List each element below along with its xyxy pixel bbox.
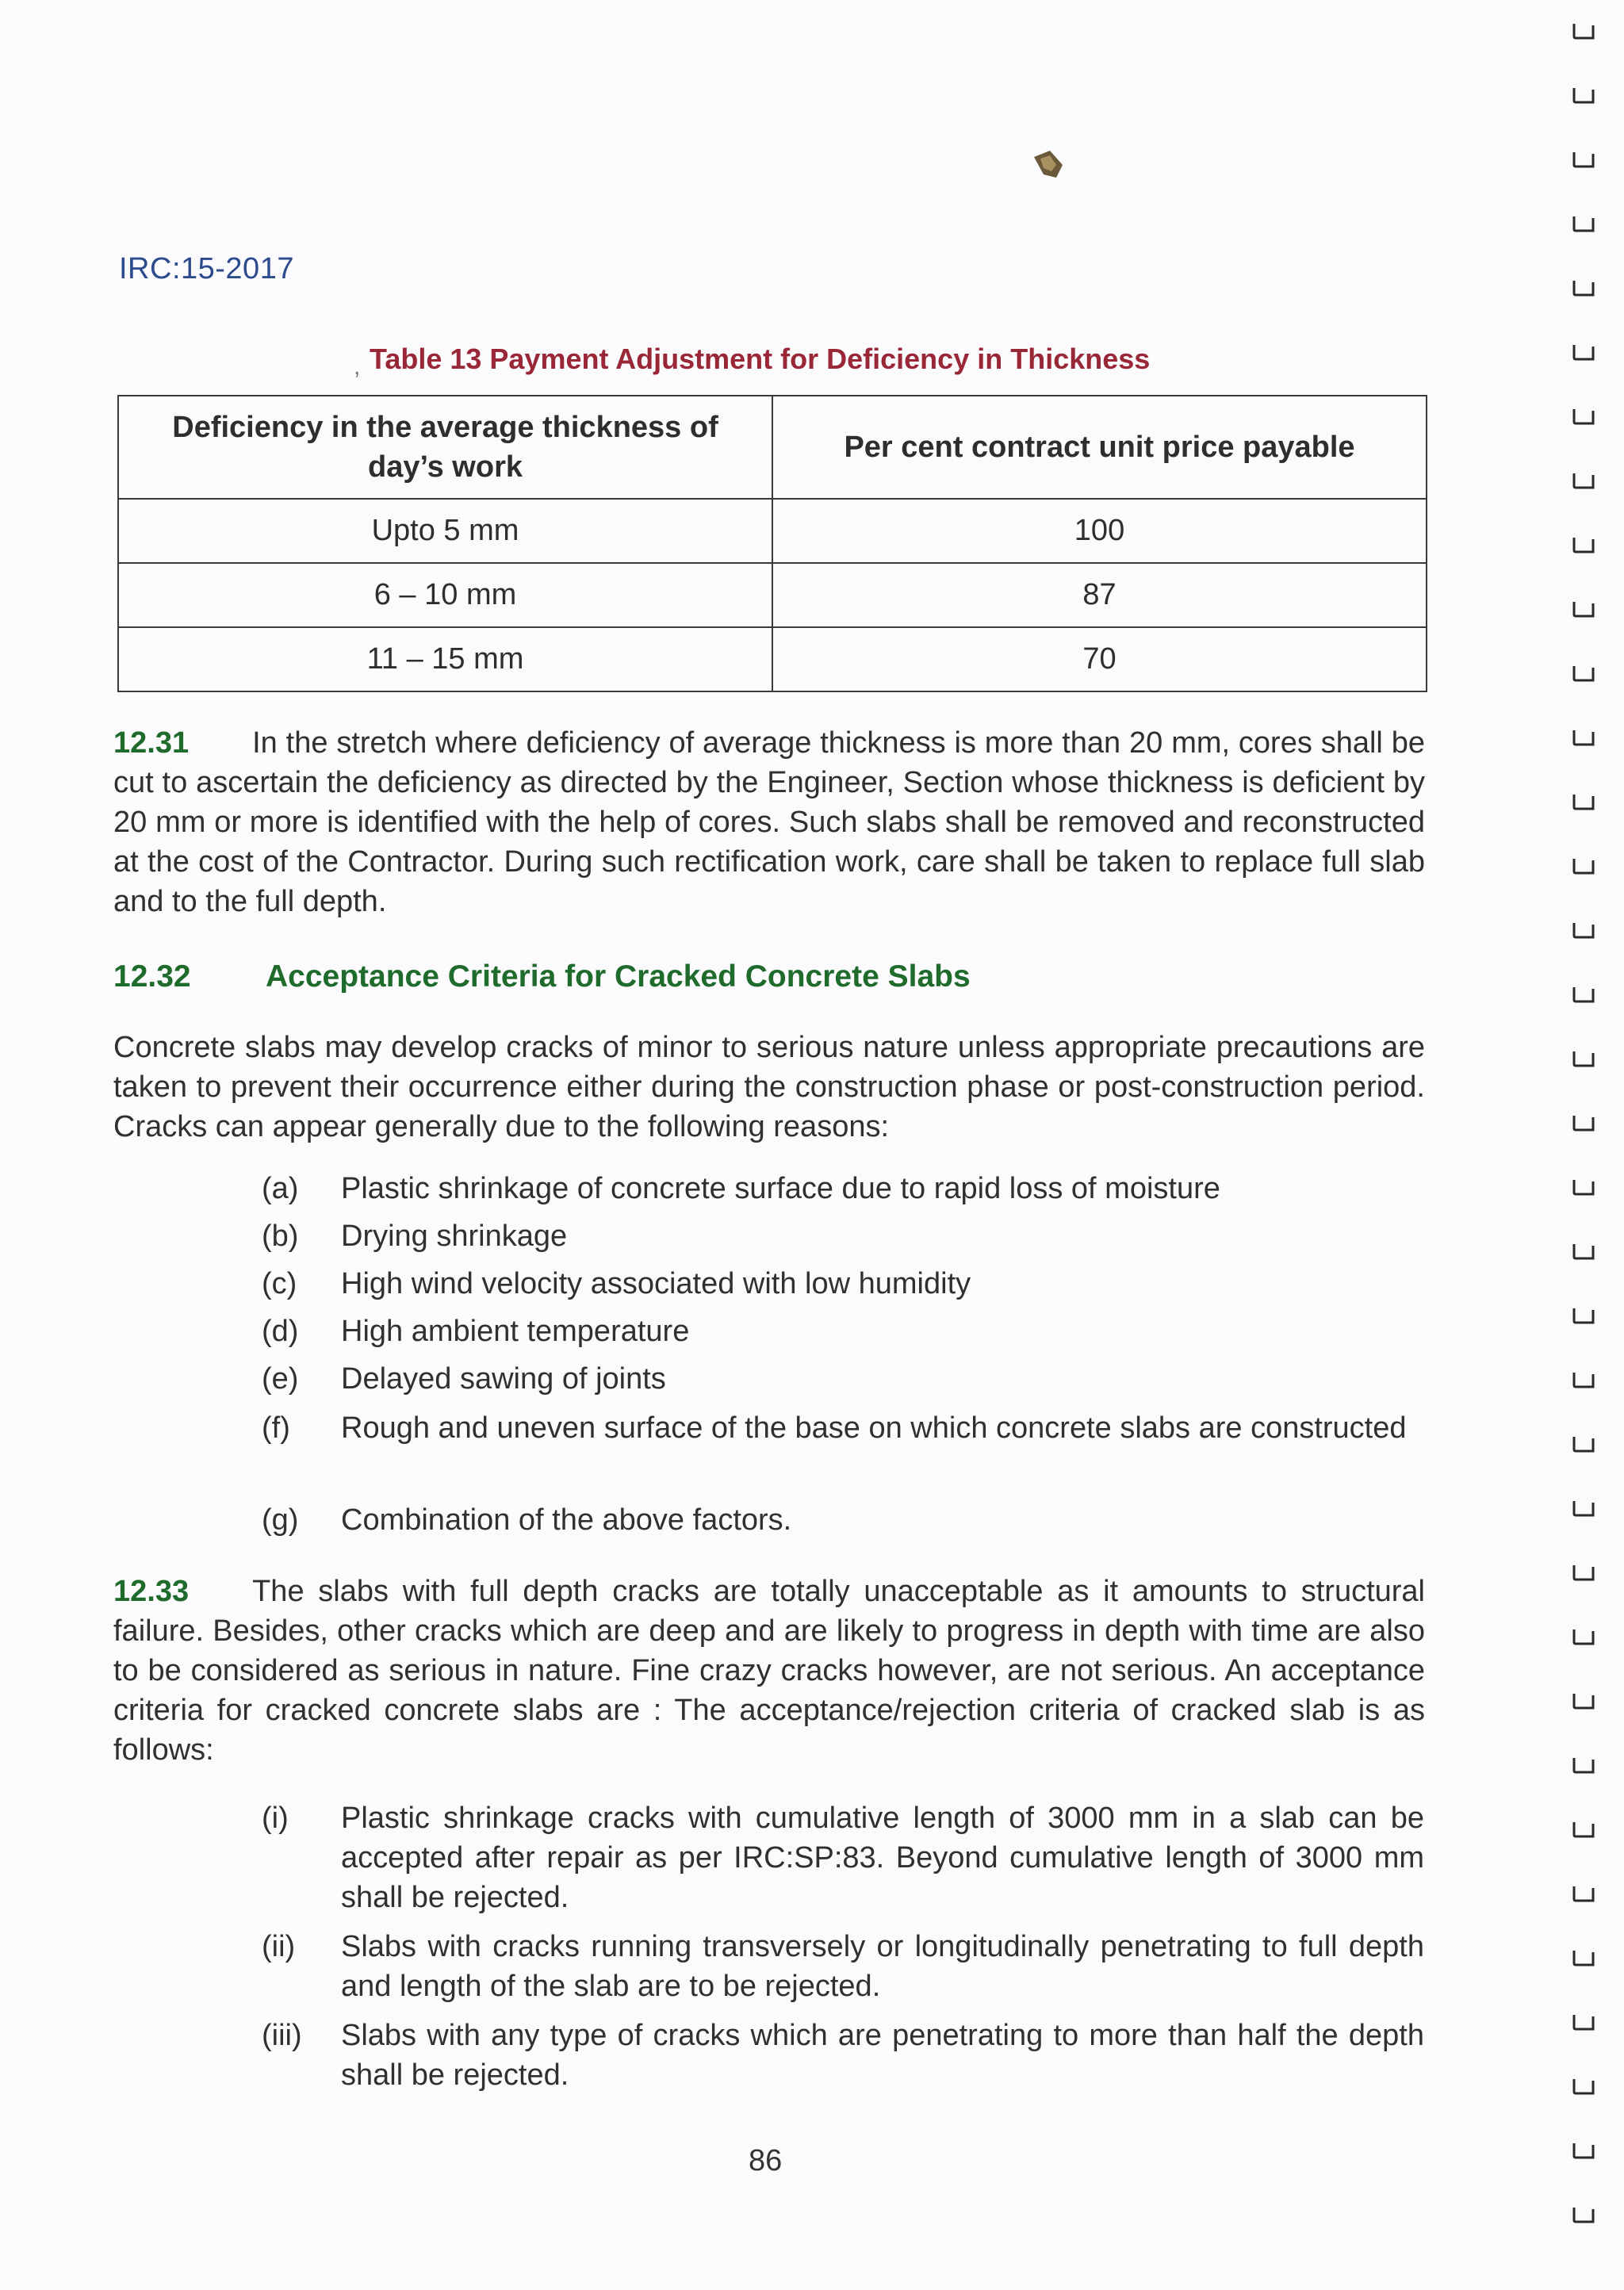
list-marker: (a) — [262, 1172, 299, 1205]
binding-hole-icon — [1572, 22, 1595, 40]
table-row — [118, 499, 1427, 563]
list-item-text: Rough and uneven surface of the base on which concrete slabs are constructed — [341, 1411, 1407, 1445]
section-number: 12.31 — [113, 726, 190, 760]
page-number: 86 — [749, 2144, 783, 2177]
table-header-row — [118, 396, 1427, 499]
list-marker: (e) — [262, 1362, 299, 1396]
stain-mark — [1032, 151, 1064, 179]
list-marker: (iii) — [262, 2019, 302, 2052]
binding-hole-icon — [1572, 2077, 1595, 2095]
section-number: 12.32 — [113, 959, 191, 994]
table-cell: 70 — [772, 627, 1427, 691]
table-row — [118, 563, 1427, 627]
table-header-cell: Per cent contract unit price payable — [772, 396, 1427, 499]
payment-adjustment-table — [117, 395, 1427, 692]
list-marker: (ii) — [262, 1930, 296, 1963]
list-item-text: High ambient temperature — [341, 1315, 690, 1348]
list-marker: (f) — [262, 1411, 290, 1445]
list-item-text: Plastic shrinkage of concrete surface due to rapid loss of moisture — [341, 1172, 1220, 1205]
binding-hole-icon — [1572, 664, 1595, 682]
table-cell: 6 – 10 mm — [118, 563, 772, 627]
list-item-text: Combination of the above factors. — [341, 1503, 792, 1537]
caption-dot: , — [354, 354, 361, 380]
binding-hole-icon — [1572, 857, 1595, 875]
binding-hole-icon — [1572, 1564, 1595, 1581]
binding-hole-icon — [1572, 2142, 1595, 2159]
paragraph-text: In the stretch where deficiency of average thickness is more than 20 mm, cores shall be cut to ascertain the deficiency as directed by the Engineer, Section whose thickness is deficient by 20 mm or more is identified with the help of cores. Such slabs shall be removed and reconstructed at the cost of the Contractor. During such rectification work, care shall be taken to replace full slab and to the full depth. — [113, 726, 1425, 918]
binding-hole-icon — [1572, 600, 1595, 618]
section-number: 12.33 — [113, 1575, 190, 1608]
list-item-text: Plastic shrinkage cracks with cumulative length of 3000 mm in a slab can be accepted after repair as per IRC:SP:83. Beyond cumulative length of 3000 mm shall be rejected. — [341, 1802, 1424, 1914]
binding-hole-icon — [1572, 1178, 1595, 1196]
table-cell: 87 — [772, 563, 1427, 627]
binding-holes — [1554, 0, 1602, 2290]
list-item-text: Slabs with any type of cracks which are penetrating to more than half the depth shall be rejected. — [341, 2019, 1424, 2092]
table-caption: Table 13 Payment Adjustment for Deficiency in Thickness — [370, 343, 1151, 375]
binding-hole-icon — [1572, 2206, 1595, 2223]
binding-hole-icon — [1572, 1885, 1595, 1902]
binding-hole-icon — [1572, 472, 1595, 489]
binding-hole-icon — [1572, 279, 1595, 297]
list-item-text: Delayed sawing of joints — [341, 1362, 666, 1396]
binding-hole-icon — [1572, 986, 1595, 1003]
section-title: Acceptance Criteria for Cracked Concrete Slabs — [266, 959, 971, 994]
binding-hole-icon — [1572, 1821, 1595, 1838]
list-marker: (g) — [262, 1503, 299, 1537]
table-cell: 100 — [772, 499, 1427, 563]
paragraph-12-33 — [113, 1572, 1425, 1770]
table-cell: 11 – 15 mm — [118, 627, 772, 691]
binding-hole-icon — [1572, 1628, 1595, 1645]
binding-hole-icon — [1572, 1756, 1595, 1774]
document-code: IRC:15-2017 — [119, 252, 294, 285]
paragraph-12-31 — [113, 723, 1425, 921]
list-marker: (i) — [262, 1802, 289, 1835]
binding-hole-icon — [1572, 215, 1595, 232]
binding-hole-icon — [1572, 1050, 1595, 1067]
paragraph-12-32-intro: Concrete slabs may develop cracks of minor to serious nature unless appropriate precautions are taken to prevent their occurrence either during the construction phase or post-construction period. Cracks can appear generally due to the following reasons: — [113, 1031, 1425, 1143]
binding-hole-icon — [1572, 1243, 1595, 1260]
binding-hole-icon — [1572, 1114, 1595, 1132]
binding-hole-icon — [1572, 408, 1595, 425]
binding-hole-icon — [1572, 1307, 1595, 1324]
binding-hole-icon — [1572, 729, 1595, 746]
binding-hole-icon — [1572, 1949, 1595, 1966]
binding-hole-icon — [1572, 1435, 1595, 1453]
binding-hole-icon — [1572, 86, 1595, 104]
table-row — [118, 627, 1427, 691]
table-header-cell: Deficiency in the average thickness of day’s work — [118, 396, 772, 499]
binding-hole-icon — [1572, 1371, 1595, 1388]
list-item-text: Slabs with cracks running transversely or longitudinally penetrating to full depth and length of the slab are to be rejected. — [341, 1930, 1424, 2003]
binding-hole-icon — [1572, 536, 1595, 553]
list-item-text: Drying shrinkage — [341, 1220, 568, 1253]
table-cell: Upto 5 mm — [118, 499, 772, 563]
binding-hole-icon — [1572, 1499, 1595, 1517]
paragraph-text: The slabs with full depth cracks are totally unacceptable as it amounts to structural failure. Besides, other cracks which are deep and are likely to progress in depth with time are also to be considered as serious in nature. Fine crazy cracks however, are not serious. An acceptance criteria for cracked concrete slabs are : The acceptance/rejection criteria of cracked slab is as follows: — [113, 1575, 1425, 1767]
list-item-text: High wind velocity associated with low humidity — [341, 1267, 971, 1300]
binding-hole-icon — [1572, 343, 1595, 361]
list-marker: (c) — [262, 1267, 297, 1300]
list-marker: (d) — [262, 1315, 299, 1348]
binding-hole-icon — [1572, 151, 1595, 168]
list-marker: (b) — [262, 1220, 299, 1253]
binding-hole-icon — [1572, 793, 1595, 810]
binding-hole-icon — [1572, 2013, 1595, 2031]
binding-hole-icon — [1572, 921, 1595, 939]
binding-hole-icon — [1572, 1692, 1595, 1710]
section-heading-12-32 — [113, 959, 971, 994]
